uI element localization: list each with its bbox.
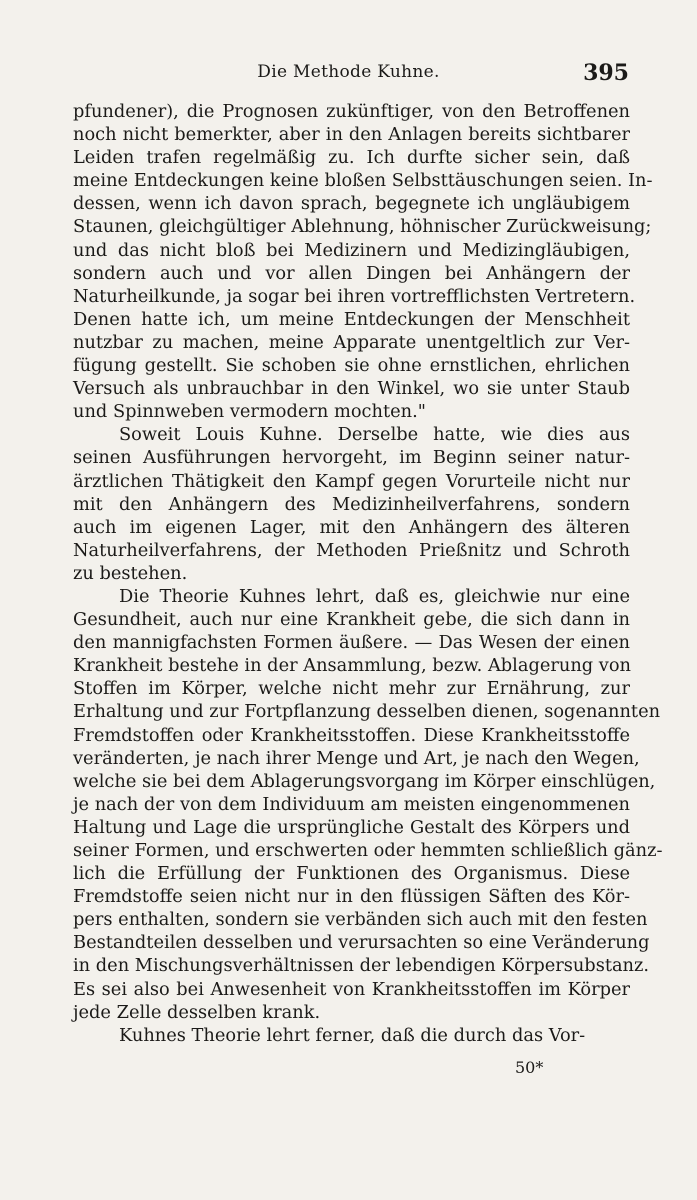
text-line: und Spinnweben vermodern mochten." bbox=[73, 401, 426, 423]
paragraph bbox=[73, 100, 653, 423]
text-line: noch nicht bemerkter, aber in den Anlagen bereits sichtbarer bbox=[73, 124, 630, 146]
text-line: Stoffen im Körper, welche nicht mehr zur Ernährung, zur bbox=[73, 678, 630, 700]
text-line: pfundener), die Prognosen zukünftiger, von den Betroffenen bbox=[73, 101, 630, 122]
text-line: pers enthalten, sondern sie verbänden sich auch mit den festen bbox=[73, 909, 648, 931]
text-line: je nach der von dem Individuum am meisten eingenommenen bbox=[73, 793, 630, 815]
text-line: Naturheilverfahrens, der Methoden Prießnitz und Schroth bbox=[73, 539, 630, 561]
text-line: Staunen, gleichgültiger Ablehnung, höhnischer Zurückweisung; bbox=[73, 216, 652, 238]
text-line: dessen, wenn ich davon sprach, begegnete ich ungläubigem bbox=[73, 193, 630, 215]
text-line: Denen hatte ich, um meine Entdeckungen der Menschheit bbox=[73, 308, 630, 330]
text-line: lich die Erfüllung der Funktionen des Organismus. Diese bbox=[73, 863, 630, 885]
text-line: zu bestehen. bbox=[73, 562, 188, 584]
text-line: fügung gestellt. Sie schoben sie ohne ernstlichen, ehrlichen bbox=[73, 355, 630, 377]
text-line: Versuch als unbrauchbar in den Winkel, wo sie unter Staub bbox=[73, 378, 630, 400]
text-line: meine Entdeckungen keine bloßen Selbsttäuschungen seien. In- bbox=[73, 170, 653, 192]
text-line: Fremdstoffe seien nicht nur in den flüssigen Säften des Kör- bbox=[73, 886, 630, 908]
text-line: auch im eigenen Lager, mit den Anhängern des älteren bbox=[73, 516, 630, 538]
text-line: Naturheilkunde, ja sogar bei ihren vortrefflichsten Vertretern. bbox=[73, 285, 636, 307]
signature-mark: 50* bbox=[515, 1058, 544, 1077]
text-line: welche sie bei dem Ablagerungsvorgang im Körper einschlügen, bbox=[73, 770, 656, 792]
text-line: Haltung und Lage die ursprüngliche Gestalt des Körpers und bbox=[73, 816, 630, 838]
text-line: sondern auch und vor allen Dingen bei Anhängern der bbox=[73, 262, 630, 284]
text-line: seinen Ausführungen hervorgeht, im Beginn seiner natur- bbox=[73, 447, 630, 469]
text-line: Erhaltung und zur Fortpflanzung desselben dienen, sogenannten bbox=[73, 701, 661, 723]
text-line: mit den Anhängern des Medizinheilverfahrens, sondern bbox=[73, 493, 630, 515]
text-line: seiner Formen, und erschwerten oder hemmten schließlich gänz- bbox=[73, 840, 663, 861]
text-line: jede Zelle desselben krank. bbox=[73, 1001, 321, 1023]
text-line: Fremdstoffen oder Krankheitsstoffen. Diese Krankheitsstoffe bbox=[73, 724, 630, 746]
text-line: veränderten, je nach ihrer Menge und Art, je nach den Wegen, bbox=[73, 747, 640, 769]
text-line: Die Theorie Kuhnes lehrt, daß es, gleichwie nur eine bbox=[119, 585, 630, 607]
text-line: den mannigfachsten Formen äußere. — Das Wesen der einen bbox=[73, 632, 630, 654]
text-line: Bestandteilen desselben und verursachten so eine Veränderung bbox=[73, 932, 650, 954]
text-line: Krankheit bestehe in der Ansammlung, bezw. Ablagerung von bbox=[73, 655, 632, 677]
text-line: Kuhnes Theorie lehrt ferner, daß die durch das Vor- bbox=[119, 1024, 586, 1046]
paragraph bbox=[73, 585, 663, 1024]
text-line: in den Mischungsverhältnissen der lebendigen Körpersubstanz. bbox=[73, 955, 650, 977]
running-title: Die Methode Kuhne. bbox=[257, 62, 440, 82]
text-line: Leiden trafen regelmäßig zu. Ich durfte sicher sein, daß bbox=[73, 147, 630, 169]
text-line: Es sei also bei Anwesenheit von Krankheitsstoffen im Körper bbox=[73, 978, 630, 1000]
text-line: und das nicht bloß bei Medizinern und Medizingläubigen, bbox=[73, 239, 630, 261]
text-line: nutzbar zu machen, meine Apparate unentgeltlich zur Ver- bbox=[73, 331, 630, 353]
page-number: 395 bbox=[583, 60, 629, 86]
paragraph bbox=[73, 423, 630, 585]
text-line: Soweit Louis Kuhne. Derselbe hatte, wie dies aus bbox=[119, 424, 630, 446]
running-head bbox=[0, 56, 697, 90]
paragraph bbox=[73, 1024, 630, 1047]
body-text bbox=[73, 100, 663, 1047]
text-line: ärztlichen Thätigkeit den Kampf gegen Vorurteile nicht nur bbox=[73, 470, 630, 492]
text-line: Gesundheit, auch nur eine Krankheit gebe, die sich dann in bbox=[73, 609, 630, 631]
